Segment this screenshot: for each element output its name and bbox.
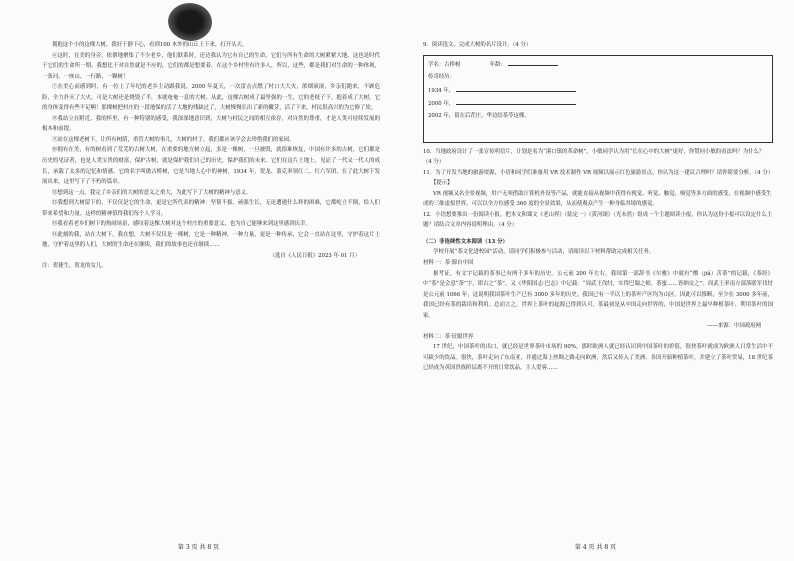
card-2000-label: 2000 年， <box>428 100 455 107</box>
passage-paragraph: 拥抱这个小的这棵大树，我好于静下心，看到100 木外的山丘上下来，打开头天。 <box>52 42 248 48</box>
section-heading: （二）非连续性文本阅读（13 分） <box>423 238 508 245</box>
page-number: 第 4 页 共 8 页 <box>574 544 617 551</box>
material-2-title: 材料二：茶·征服世界 <box>423 333 474 340</box>
passage-paragraph: ⑫我想到大树留下的，不仅仅是它的生命，更是它所代表的精神：坚韧不拔、顽强生长，无论遭遇什么样的困难，它都屹立不倒，给人们带来希望和力量。这样的精神值得我们每个人学习。 <box>42 200 380 217</box>
question-9: 9．阅读选文，完成大树的名片设计。（4 分） <box>423 42 532 48</box>
passage-paragraph: ⑦在美心而感到时，有一位上了年纪的老乡主动跟我说，2000 年夏天，一次雷击点燃了村口大大火，浓烟滚滚，乡亲们跑来，不顾危险，全力扑灭了大火。可是大树还是烧毁了半，本就奄奄一息的大树，从此，这棵古树成了最坚强的一生，它的老枝子下，抱着成了大树，它的身体变得有些不足啊！那棵树把村庄的一段地保的活了大地的残缺过了，大树慢慢长出了新的嫩芽，活了下来，村民很高兴的为它修了坎。 <box>42 84 380 112</box>
reading-passage <box>42 40 380 272</box>
question-10: 10．当地政府设计了一张宣传明信片，计划是名为“溪口镇的革命树”，小敏同学认为用“长在心中的大树”更好，你赞同小敏的看法吗？为什么？（4 分） <box>423 148 765 166</box>
card-row-2000 <box>428 97 768 110</box>
card-life-label: 传奇经历： <box>428 73 455 80</box>
question-12: 12．小语想要推出一份阅读小报，把本文和课文《老山界》（陆定一）《黄河颂》（光未然）组成一个主题阅读小报，你认为这份小报可以设定什么主题？请结合文章内容说明理由。（4 分） <box>423 211 773 229</box>
card-row-name <box>428 58 768 71</box>
card-2000-blank[interactable] <box>456 97 576 105</box>
passage-paragraph: ⑧我站立在附近，我的怀里，有一种特别的感受，我深深地意识到，大树与村民之间的相互依存，对自然的尊重，才是人类可持续发展的根本和前提。 <box>42 115 380 133</box>
material-1-title: 材料一：茶·源自中国 <box>423 260 474 267</box>
passage-paragraph: ⑪想到这一点，我完了乡亲们的大树的意义之重大，为此写下了大树的精神与意义。 <box>52 189 252 196</box>
tree-name-card <box>423 55 773 143</box>
passage-paragraph: ⑥这时，在美的身旁，依偎地聚集了不少老乡，他们联系时，还边我认为它有自己的生命，它们与所有生命的大树紧紧大地，这也是时代于它们的生命所一期。我想比于对自然就是不应的，它们的都是想要着，在这个乡村里有许多人，所以，这些，都是我们对生命的一种体现，一条河、一座山、一行路、一颗树！ <box>42 52 380 80</box>
card-row-1934 <box>428 84 768 97</box>
passage-source: （选自《人民日报》2023 年 01 月） <box>269 252 360 259</box>
card-row-2002: 2002 年，留在后茬庄，华边结茶苓这棵。 <box>428 112 530 119</box>
card-name-label: 学名：古桥树 <box>428 61 461 68</box>
passage-note: 注：贺捷生，贺龙的女儿。 <box>42 263 107 270</box>
page-right <box>397 0 794 561</box>
passage-paragraph: ⑬我看着老乡们树下的热闹场景，感叹着这棵大树对这个村庄的重要意义，也为自己能够来到这里感到庆幸。 <box>52 221 311 228</box>
card-age-blank[interactable] <box>508 58 558 66</box>
material-1-text: 据考证，有文字记载的茶事已有两千多年的历史。公元前 200 年左右，我国第一部辞书《尔雅》中就有“槚（jiǎ）苦茶”的记载，《茶经》中“茶”是会意“荼”字，即古之“茶”。又《华阳国志·巴志》中记载：“周武王伐纣，实得巴蜀之师，茶蜜……皆纳贡之”。周武王率南方部落联军伐纣是公元前 1066 年，这说明我国茶叶生产已有 3000 多年的历史。我国已有一半以上的茶叶产区均为山区。因此可以推断，至少在 3000 多年前，我国已经有茶的栽培和利用。总而言之，世界上茶叶的起源已得到认可，茶最初是从中国走向世界的，中国是世界上最早种植茶叶、利用茶叶的国家。 <box>423 270 773 319</box>
passage-paragraph: ⑩拥有在美，有的树看到了荒芜的古树大树，在重要的地方树立起，多是一棵树，一旦被毁，就很难恢复，中国有许多的古树，它们都是历史的见证者，也是人类宝贵的财富，保护古树，就是保护我们自己的历史，保护我们的未来。它们在这片土地上，见证了一代又一代人的成长，承载了太多的记忆和情感。它的名字叫做古桥树，它是当地人心中的神树，1934 年，贺龙、萧克率领红二、红六军团，在了此大树下发展出来，这里写下了不朽的篇章。 <box>42 147 380 186</box>
material-2-text: 17 世纪，中国茶叶的出口，就已经是世界茶叶市场的 90%，那时欧洲人就已经认识到中国茶叶的价值，很快茶叶就成为欧洲人日常生活中不可缺少的饮品。很快，茶叶走向了东南亚，并通过海上丝绸之路走向欧洲，然后又传入了美洲。各国开始种植茶叶，并建立了茶叶贸易，18 世纪茶已经成为英国贵族阶层离不开的日常饮品，主人爱客…… <box>423 344 773 372</box>
ink-smudge <box>168 3 212 41</box>
tip-text: VR 视频又名全景视频，用户无须借助计算机外设等产品，就能直接从视频中获得有视觉、听觉、触觉、嗅觉等多方面的感受，在视频中感受生成的三维虚拟世界，可以以全方位感受 360 度的全景效果，从而使观众产生一种身临其境的感觉。 <box>423 190 772 208</box>
page-number: 第 3 页 共 8 页 <box>177 544 220 551</box>
card-age-label: 年龄： <box>489 61 506 68</box>
question-11: 11．为了开发当地的旅游资源，小语和同学们准备用 VR 技术制作 VR 视频以展示红色旅游景点，你认为这一建议合理吗？请你简要分析。（4 分） <box>423 169 774 176</box>
passage-paragraph: ⑨站在这棵老树下，让所有树荫，重管大树的事儿，大树的村子，我们都应该学会去珍惜我们的家园。 <box>52 136 295 143</box>
section-intro: 学校开展“茶文化进校园”活动，请同学们积极参与活动，请阅读以下材料帮助完成相关任务。 <box>433 249 655 256</box>
questions-column <box>423 40 773 374</box>
card-1934-blank[interactable] <box>456 84 576 92</box>
tip-label: 【提示】 <box>431 180 453 187</box>
card-1934-label: 1934 年， <box>428 87 455 94</box>
material-1-source: ——来源：中国政府网 <box>707 323 761 330</box>
passage-paragraph: ⑭此刻的我，站在大树下，我在想，大树不仅仅是一棵树，它是一种精神，一种力量，更是一种传承，它会一直站在这里，守护着这片土地，守护着这里的人们，大树的生命还在继续，我们的故事也还在继续…… <box>42 231 380 249</box>
